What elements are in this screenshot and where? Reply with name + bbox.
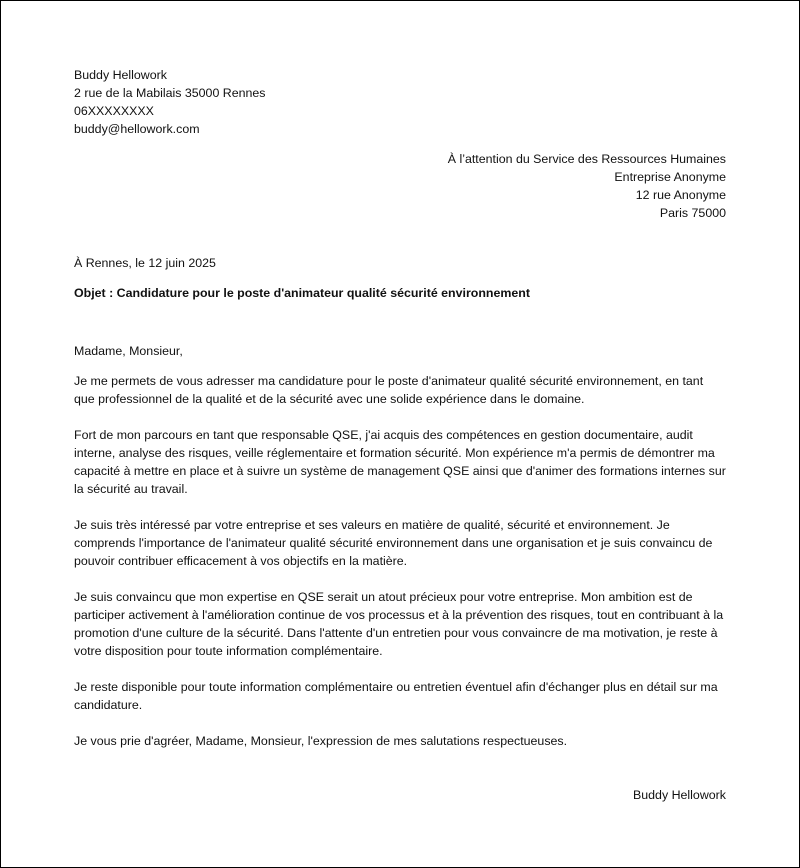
signature-name: Buddy Hellowork xyxy=(633,788,726,802)
sender-email: buddy@hellowork.com xyxy=(74,122,200,136)
signature-block xyxy=(74,786,726,804)
sender-block xyxy=(74,66,726,138)
subject-line xyxy=(74,284,726,302)
recipient-company: Entreprise Anonyme xyxy=(614,170,726,184)
subject-text: Objet : Candidature pour le poste d'animateur qualité sécurité environnement xyxy=(74,286,530,300)
paragraph-closing: Je vous prie d'agréer, Madame, Monsieur, l'expression de mes salutations respectueuses. xyxy=(74,734,568,748)
paragraph-introduction: Je me permets de vous adresser ma candidature pour le poste d'animateur qualité sécurité environnement, en tant que professionnel de la qualité et de la sécurité avec une solide expérience dans le domaine. xyxy=(74,374,704,406)
sender-phone: 06XXXXXXXX xyxy=(74,104,154,118)
paragraph-ambition: Je suis convaincu que mon expertise en QSE serait un atout précieux pour votre entreprise. Mon ambition est de participer activement à l'amélioration continue de vos processus et à la prévention des risques, tout en contribuant à la promotion d'une culture de la sécurité. Dans l'attente d'un entretien pour vous convaincre de ma motivation, je reste à votre disposition pour toute information complémentaire. xyxy=(74,590,724,658)
paragraph-experience: Fort de mon parcours en tant que responsable QSE, j'ai acquis des compétences en gestion documentaire, audit interne, analyse des risques, veille réglementaire et formation sécurité. Mon expérience m'a permis de démontrer ma capacité à mettre en place et à suivre un système de management QSE ainsi que d'animer des formations internes sur la sécurité au travail. xyxy=(74,428,726,496)
greeting xyxy=(74,342,726,360)
date-text: À Rennes, le 12 juin 2025 xyxy=(74,256,216,270)
recipient-street: 12 rue Anonyme xyxy=(635,188,726,202)
recipient-attention: À l’attention du Service des Ressources Humaines xyxy=(447,152,726,166)
sender-name: Buddy Hellowork xyxy=(74,68,167,82)
date-line xyxy=(74,254,726,272)
paragraph-availability: Je reste disponible pour toute information complémentaire ou entretien éventuel afin d'échanger plus en détail sur ma candidature. xyxy=(74,680,718,712)
greeting-text: Madame, Monsieur, xyxy=(74,344,183,358)
paragraph-motivation: Je suis très intéressé par votre entreprise et ses valeurs en matière de qualité, sécurité et environnement. Je comprends l'importance de l'animateur qualité sécurité environnement dans une organisation et je suis convaincu de pouvoir contribuer efficacement à vos objectifs en la matière. xyxy=(74,518,713,568)
recipient-city: Paris 75000 xyxy=(659,206,726,220)
recipient-block xyxy=(74,150,726,222)
letter-body xyxy=(74,372,726,768)
sender-address: 2 rue de la Mabilais 35000 Rennes xyxy=(74,86,266,100)
